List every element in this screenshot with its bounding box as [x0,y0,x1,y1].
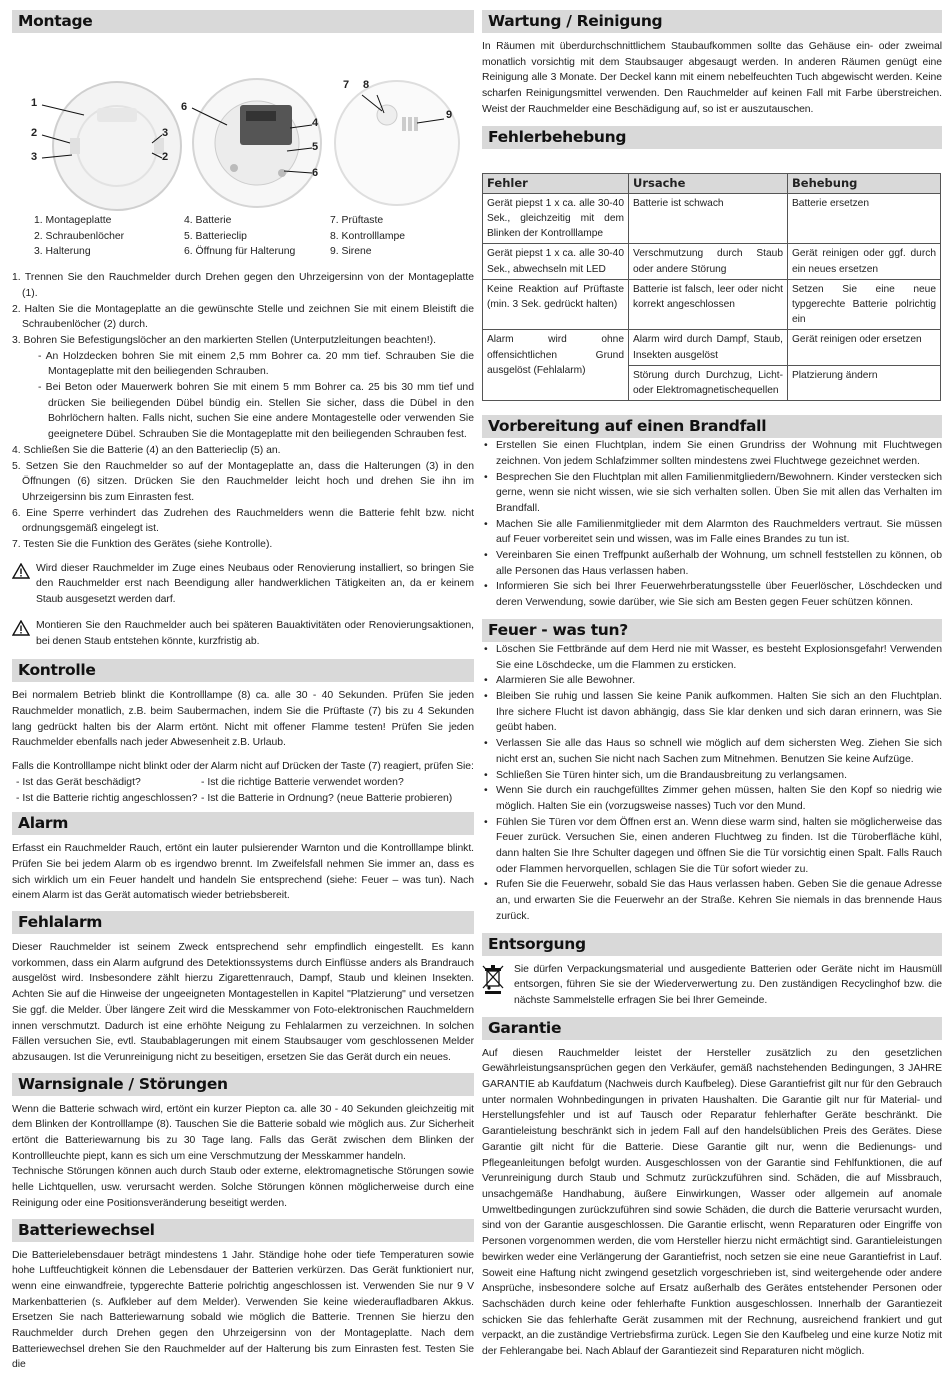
list-item: • Schließen Sie Türen hinter sich, um die Brandausbreitung zu verlangsamen. [496,768,942,784]
list-item: • Bleiben Sie ruhig und lassen Sie keine Panik aufkommen. Halten Sie sich an den Fluchtplan. Ihre sichere Flucht ist davon abhängig, dass Sie klar denken und sich daran erinnern, was Sie geübt haben. [496,689,942,736]
table-cell: Batterie ist schwach [629,193,788,244]
table-header-row [483,173,941,193]
disposal-text: Sie dürfen Verpackungsmaterial und ausgediente Batterien oder Geräte nicht im Hausmüll entsorgen, führen Sie sie der Wiederverwertung zu. Den zuständigen Recyclinghof bzw. die nächste Sammelstelle erfragen Sie bei Ihrer Gemeinde. [514,963,942,1006]
warning-icon [12,620,30,636]
warning-text: Wird dieser Rauchmelder im Zuge eines Neubaus oder Renovierung installiert, so bringen Sie den Rauchmelder erst nach Beendigung aller handwerklichen Tätigkeiten an, da er keinem Staub ausgesetzt werden darf. [36,562,474,606]
batteriewechsel-text: Die Batterielebensdauer beträgt mindestens 1 Jahr. Ständige hohe oder tiefe Temperaturen sowie hohe Luftfeuchtigkeit können die Lebensdauer der Batterien verkürzen. Das Gerät funktioniert nur, wenn eine einwandfreie, typgerechte Batterie polrichtig angeschlossen ist. Verwenden Sie nur 9 V Markenbatterien (s. Aufkleber auf dem Melder). Verwenden Sie keine wiederaufladbaren Akkus. Ersetzen Sie nach Batteriewarnung sobald wie möglich die Batterie. Trennen Sie hierzu den Rauchmelder durch Drehen gegen den Uhrzeigersinn von der Montageplatte. Nach dem Batteriewechsel drehen Sie den Rauchmelder auf der Halterung bis zum Einrasten fest. Testen Sie die [12,1249,474,1371]
section-title-fehlerbehebung: Fehlerbehebung [482,126,942,149]
step-item: 5. Setzen Sie den Rauchmelder so auf der Montageplatte an, dass die Halterungen (3) in den Öffnungen (6) sitzen. Drücken Sie den Rauchmelder leicht hoch und drehen Sie ihn im Uhrzeigersinn bis zum Einrasten fest. [12,460,474,503]
section-title-garantie: Garantie [482,1017,942,1040]
preparation-list [482,438,942,611]
section-title-montage: Montage [12,10,474,33]
section-title-vorbereitung: Vorbereitung auf einen Brandfall [482,415,942,438]
warning-note [12,618,474,649]
section-title-feuer: Feuer - was tun? [482,619,942,642]
table-cell: Batterie ersetzen [788,193,941,244]
callout-1: 1 [31,97,38,109]
list-item: • Verlassen Sie alle das Haus so schnell wie möglich auf dem sichersten Weg. Ziehen Sie sich nicht erst an, suchen Sie nicht nach Sachen zum Mitnehmen. Benutzen Sie keine Aufzüge. [496,736,942,767]
legend-item: 5. Batterieclip [184,230,247,242]
troubleshooting-table [482,173,941,402]
callout-5: 5 [312,141,319,153]
disposal-note [482,962,942,1009]
list-item: • Fühlen Sie Türen vor dem Öffnen erst an. Wenn diese warm sind, halten sie möglicherweise das Feuer zurück. Versuchen Sie, einen anderen Fluchtweg zu finden. Ist die Türoberfläche kühl, dann halten Sie Ihre Schulter dagegen und öffnen Sie die Tür vorsichtig einen Spalt. Falls Rauch oder Flammen hervorquellen, schlagen Sie die Tür sofort wieder zu. [496,815,942,878]
warranty-text: Auf diesen Rauchmelder leistet der Hersteller zusätzlich zu den gesetzlichen Gewährleistungsansprüchen gegen den Verkäufer, gemäß nachstehenden Bedingungen, 3 JAHRE GARANTIE ab Kaufdatum (Nachweis durch Kaufbeleg). Diese Garantiefrist gilt nur für den Gebrauch unter normalen Wohnbedingungen in privaten Haushalten. Die Garantie gilt nur für Material- und Herstellungsfehler und ist auf Tausch oder Reparatur fehlerhafter Geräte beschränkt. Die Garantieleistung beschränkt sich in jedem Fall auf den handelsüblichen Preis des Gerätes. Diese Garantie gilt nicht für die Batterie. Diese Garantie gilt nur, wenn die Bedienungs- und Pflegeanleitungen befolgt wurden. Ausgeschlossen von der Garantie sind Fehlfunktionen, die auf Verunreinigung durch Staub und Schmutz zurückzuführen sind. Schäden, die auf Missbrauch, unsachgemäße Handhabung, äußere Einwirkungen, Wasser oder allgemein auf anomale Umweltbedingungen zurückzuführen sind sowie Schäden, die durch die Batterie verursacht wurden, sind von der Garantie ausgeschlossen. Die Garantie erlischt, wenn Reparaturen oder Eingriffe von Personen vorgenommen werden, die vom Hersteller hierzu nicht ermächtigt sind. Garantieleistungen bewirken weder eine Verlängerung der Garantiefrist, noch setzen sie eine neue Garantiefrist in Lauf. Soweit eine Haftung nicht zwingend gesetzlich vorgeschrieben ist, sind weitergehende oder andere Ansprüche, insbesondere solche auf Ersatz außerhalb des Gerätes entstehender Personen oder Sachschäden durch keine oder fehlerhafte Funktion ausgeschlossen. Innerhalb der Garantiezeit schicken Sie das fehlerhafte Gerät zusammen mit der Rechnung, ausreichend frankiert und gut verpackt, an die zuständige Vertriebsfirma zurück. Legen Sie den Kaufbeleg und eine kurze Notiz mit der Fehlerangabe bei. Nach Ablauf der Garantiezeit sind Reparaturen nicht möglich. [482,1047,942,1358]
warning-icon [12,563,30,579]
table-cell: Keine Reaktion auf Prüftaste (min. 3 Sek. gedrückt halten) [483,279,629,330]
fehlalarm-text: Dieser Rauchmelder ist seinem Zweck entsprechend sehr empfindlich eingestellt. Es kann vorkommen, dass ein Alarm aufgrund des Detektionssystems durch Einflüsse anders als Brandrauch ausgelöst wird. Insbesondere zählt hierzu Zigarettenrauch, Dampf, Staub und kleinen Insekten. Achten Sie auf die Hinweise der ungeeigneten Montagestellen in Kapitel "Platzierung" und versetzen Sie ggf. die Melder. Über längere Zeit wird die Messkammer von Foto-elektronischen Rauchmeldern innen verschmutzt. Dadurch ist eine erhöhte Neigung zu Fehlalarmen zu verzeichnen. In solchen Fällen versuchen Sie, evtl. Staubablagerungen mit einem Staubsauger vom geschlossenen Melder abzusaugen. Ist die Verunreinigung nicht zu beseitigen, ersetzen Sie das Gerät durch ein neues. [12,942,474,1063]
table-cell: Gerät reinigen oder ersetzen [788,330,941,365]
column-header: Ursache [629,173,788,193]
substep-item: - Bei Beton oder Mauerwerk bohren Sie mit einem 5 mm Bohrer ca. 25 bis 30 mm tief und drücken Sie beiliegenden Dübel bündig ein. Stellen Sie sicher, dass die Dübel in den Bohrlöchern halten. Falls nicht, suchen Sie eine andere Montagestelle oder verwenden Sie geeignetere Dübel. Schrauben Sie die Montageplatte mit den beiliegenden Schrauben fest. [38,382,474,441]
fire-list [482,642,942,925]
list-item: • Vereinbaren Sie einen Treffpunkt außerhalb der Wohnung, um schnell feststellen zu können, ob alle Personen das Haus verlassen haben. [496,548,942,579]
step-item: 1. Trennen Sie den Rauchmelder durch Drehen gegen den Uhrzeigersinn von der Montageplatte (1). [12,272,474,299]
callout-6: 6 [181,101,188,113]
section-title-fehlalarm: Fehlalarm [12,911,474,934]
table-row [483,193,941,244]
legend-item: 2. Schraubenlöcher [34,230,125,242]
column-header: Fehler [483,173,629,193]
list-item: • Besprechen Sie den Fluchtplan mit allen Familienmitgliedern/Bewohnern. Kinder verstecken sich gerne, wenn sie nicht wissen, wie sie sich verhalten sollen. Üben Sie mit allen das Verhalten im Brandfall. [496,470,942,517]
callout-4: 4 [312,117,319,129]
kontrolle-text: Bei normalem Betrieb blinkt die Kontrolllampe (8) ca. alle 30 - 40 Sekunden. Prüfen Sie jeden Rauchmelder monatlich, z.B. beim Saubermachen, indem Sie die Prüftaste (7) bis zu 4 Sekunden lang gedrückt halten bis der Alarm ertönt. Nicht mit offener Flamme testen! Prüfen Sie jeden Rauchmelder ebenfalls nach jeder Abwesenheit z.B. Urlaub. [12,690,474,749]
warning-text: Montieren Sie den Rauchmelder auch bei späteren Bauaktivitäten oder Renovierungsaktionen, bei denen Staub entstehen könnte, kurzfristig ab. [36,619,474,647]
section-title-wartung: Wartung / Reinigung [482,10,942,33]
callout-3b: 3 [162,127,169,139]
table-row [483,330,941,365]
list-item: • Alarmieren Sie alle Bewohner. [496,673,942,689]
parts-legend [34,213,474,260]
table-row [483,244,941,279]
crossed-bin-icon [482,964,504,994]
table-cell: Gerät reinigen oder ggf. durch ein neues ersetzen [788,244,941,279]
table-cell: Störung durch Durchzug, Licht- oder Elektromagnetischequellen [629,365,788,400]
table-cell: Alarm wird ohne offensichtlichen Grund ausgelöst (Fehlalarm) [483,330,629,401]
table-cell: Gerät piepst 1 x ca. alle 30-40 Sek., abwechseln mit LED [483,244,629,279]
step-item: 6. Eine Sperre verhindert das Zudrehen des Rauchmelders wenn die Batterie fehlt bzw. nicht ordnungsgemäß eingelegt ist. [12,507,474,535]
step-item: 3. Bohren Sie Befestigungslöcher an den markierten Stellen (Unterputzleitungen beachten!). [12,334,436,346]
legend-item: 8. Kontrolllampe [330,230,406,242]
column-header: Behebung [788,173,941,193]
callout-8: 8 [363,79,370,91]
callout-2: 2 [31,127,38,139]
smoke-detector-diagrams [12,43,474,213]
table-cell: Alarm wird durch Dampf, Staub, Insekten ausgelöst [629,330,788,365]
section-title-warnsignale: Warnsignale / Störungen [12,1073,474,1096]
list-item: • Löschen Sie Fettbrände auf dem Herd nie mit Wasser, es besteht Explosionsgefahr! Verwenden Sie eine Löschdecke, um die Flammen zu ersticken. [496,642,942,673]
warnsignale-text-2: Technische Störungen können auch durch Staub oder externe, elektromagnetische Störungen sowie helle Lichtquellen, usw. verursacht werden. Solche Störungen können möglicherweise durch eine Reinigung oder eine Positionsveränderung beseitigt werden. [12,1166,474,1209]
callout-3: 3 [31,151,38,163]
table-cell: Verschmutzung durch Staub oder andere Störung [629,244,788,279]
kontrolle-text-2: Falls die Kontrolllampe nicht blinkt oder der Alarm nicht auf Drücken der Taste (7) reagiert, prüfen Sie: [12,761,474,773]
detector-front-image [335,81,459,205]
warnsignale-text: Wenn die Batterie schwach wird, ertönt ein kurzer Piepton ca. alle 30 - 40 Sekunden gleichzeitig mit dem Blinken der Kontrolllampe (8). Tauschen Sie die Batterie sobald wie möglich aus. Zur Sicherheit ertönt die Batteriewarnung bis zu 30 Tage lang. Falls das Gerät zwischen dem Blinken der Kontrollleuchte piept, kann es sich um eine Verschmutzung der Messkammer handeln. [12,1103,474,1162]
step-item: 4. Schließen Sie die Batterie (4) an den Batterieclip (5) an. [12,444,281,456]
table-cell: Batterie ist falsch, leer oder nicht korrekt angeschlossen [629,279,788,330]
legend-item: 6. Öffnung für Halterung [184,246,296,258]
legend-item: 1. Montageplatte [34,215,112,226]
table-cell: Platzierung ändern [788,365,941,400]
section-title-kontrolle: Kontrolle [12,659,474,682]
check-list [16,775,474,806]
mounting-substeps [12,349,474,443]
list-item: • Rufen Sie die Feuerwehr, sobald Sie das Haus verlassen haben. Geben Sie die genaue Adresse an, und erwarten Sie die Feuerwehr an der Straße. Kehren Sie niemals in das brennende Haus zurück. [496,877,942,924]
right-column [482,10,942,1360]
left-column [12,10,474,1373]
product-images [12,43,474,213]
legend-item: 7. Prüftaste [330,215,384,226]
mounting-steps [12,270,474,349]
table-cell: Gerät piepst 1 x ca. alle 30-40 Sek., gleichzeitig mit dem Blinken der Kontrolllampe [483,193,629,244]
section-title-entsorgung: Entsorgung [482,933,942,956]
alarm-text: Erfasst ein Rauchmelder Rauch, ertönt ein lauter pulsierender Warnton und die Kontrolllampe blinkt. Prüfen Sie bei jedem Alarm ob es irgendwo brennt. Im Zweifelsfall nehmen Sie immer an, dass es sich wirklich um ein Feuer handelt und handeln Sie entsprechend (siehe: Feuer – was tun). Nach einem Alarm ist das Gerät automatisch wieder betriebsbereit. [12,843,474,902]
check-item: - Ist das Gerät beschädigt? [16,776,141,788]
check-item: - Ist die richtige Batterie verwendet worden? [201,776,404,788]
check-item: - Ist die Batterie richtig angeschlossen? [16,792,198,804]
substep-item: - An Holzdecken bohren Sie mit einem 2,5 mm Bohrer ca. 20 mm tief. Schrauben Sie die Montageplatte mit den beiliegenden Schrauben. [38,350,474,378]
wartung-text: In Räumen mit überdurchschnittlichem Staubaufkommen sollte das Gehäuse ein- oder zweimal monatlich vorsichtig mit dem Staubsauger abgesaugt werden. In anderen Räumen genügt eine Reinigung alle 3 Monate. Der Deckel kann mit einem nebelfeuchten Tuch abgewischt werden. Keine scharfen Reinigungsmittel verwenden. Den Rauchmelder auf keinen Fall mit Farbe überstreichen. Weist der Rauchmelder eine Beschädigung auf, so ist er auszutauschen. [482,41,942,115]
warning-note [12,561,474,608]
step-item: 2. Halten Sie die Montageplatte an die gewünschte Stelle und zeichnen Sie mit einem Bleistift die Schraubenlöcher (2) durch. [12,303,474,331]
check-item: - Ist die Batterie in Ordnung? (neue Batterie probieren) [201,792,453,804]
list-item: • Informieren Sie sich bei Ihrer Feuerwehrberatungsstelle über Feuerlöscher, Löschdecken und deren Verwendung, sowie darüber, wie Sie sich am Besten gegen Feuer schützen können. [496,579,942,610]
step-item: 7. Testen Sie die Funktion des Gerätes (siehe Kontrolle). [12,539,273,551]
list-item: • Machen Sie alle Familienmitglieder mit dem Alarmton des Rauchmelders vertraut. Sie müssen auf Feuer vorbereitet sein und wissen, was im Falle eines Brandes zu tun ist. [496,517,942,548]
mounting-steps-2 [12,443,474,553]
legend-item: 3. Halterung [34,246,91,258]
legend-item: 9. Sirene [330,246,372,258]
legend-item: 4. Batterie [184,215,232,226]
table-row [483,279,941,330]
callout-2b: 2 [162,151,169,163]
list-item: • Erstellen Sie einen Fluchtplan, indem Sie einen Grundriss der Wohnung mit Fluchtwegen zeichnen. Von jedem Schlafzimmer sollten mindestens zwei Fluchtwege gezeichnet werden. [496,438,942,469]
callout-7: 7 [343,79,350,91]
table-cell: Setzen Sie eine neue typgerechte Batterie polrichtig ein [788,279,941,330]
list-item: • Wenn Sie durch ein rauchgefülltes Zimmer gehen müssen, halten Sie den Kopf so niedrig wie möglich. Halten Sie ein (vorzugsweise nasses) Tuch vor den Mund. [496,783,942,814]
section-title-alarm: Alarm [12,812,474,835]
section-title-batteriewechsel: Batteriewechsel [12,1219,474,1242]
callout-6b: 6 [312,167,319,179]
callout-9: 9 [446,109,453,121]
